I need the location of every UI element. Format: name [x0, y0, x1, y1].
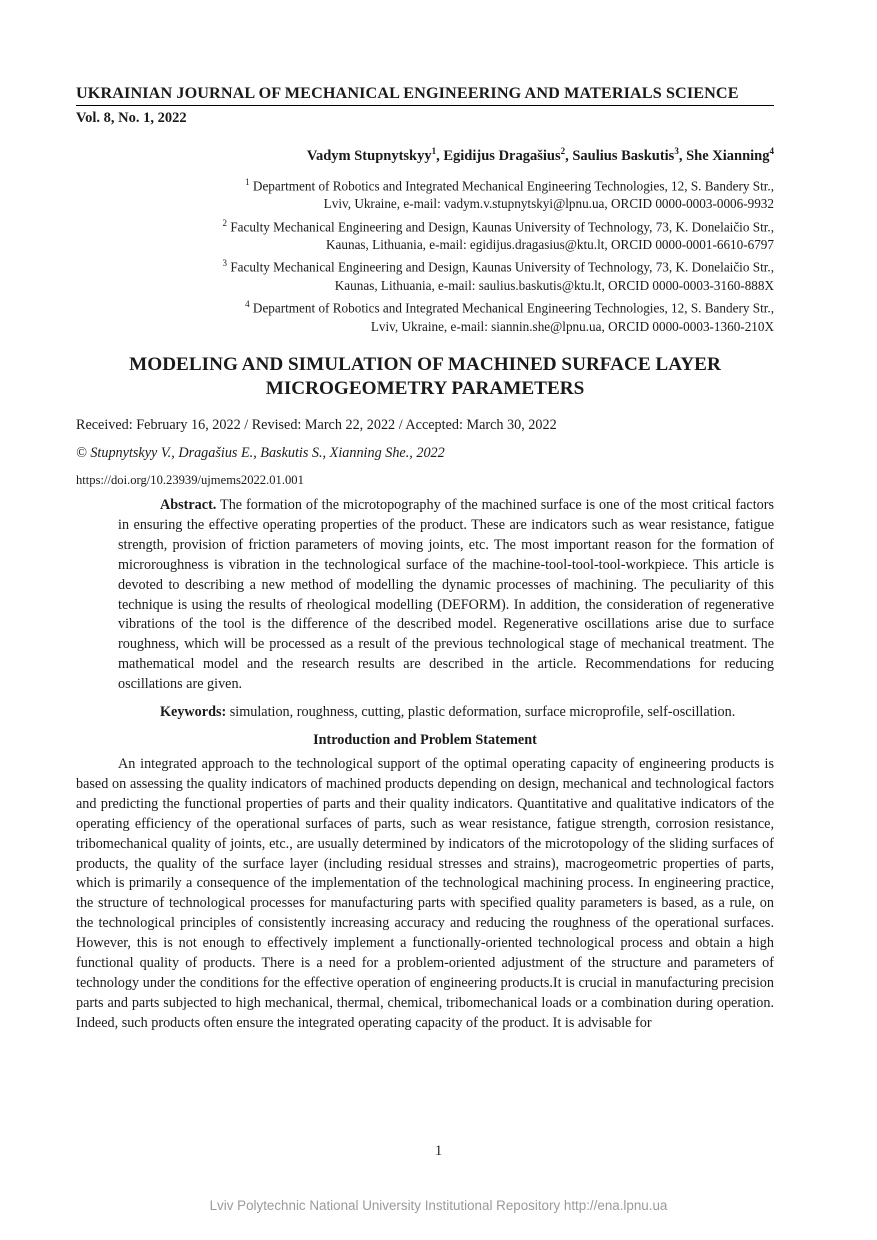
author-name: Saulius Baskutis: [572, 147, 675, 164]
affiliation-line: [76, 295, 774, 318]
author-affiliation-mark: 2: [560, 146, 566, 156]
affiliation-text: Department of Robotics and Integrated Mechanical Engineering Technologies, 12, S. Bandery Str.,: [252, 178, 774, 194]
author-name: She Xianning: [686, 147, 770, 164]
author-list: [76, 146, 774, 165]
body-paragraph: An integrated approach to the technological support of the optimal operating capacity of engineering products is based on assessing the quality indicators of machined products depending on design, mechanical and technological factors and predicting the functional properties of parts and their quality indicators. Quantitative and qualitative indicators of the operating efficiency of the operational surfaces of parts, such as wear resistance, fatigue strength, corrosion resistance, tribomechanical quality of joints, etc., are usually determined by indicators of the microtopology of the sliding surfaces of products, the quality of the surface layer (including residual stresses and strains), macrogeometric properties of parts, which is primarily a consequence of the implementation of the technological machining process. In engineering practice, the structure of technological processes for manufacturing parts with specified quality parameters is based, as a rule, on the technological principles of consistently increasing accuracy and reducing the roughness of the operational surfaces. However, this is not enough to effectively implement a functionally-oriented technological process and obtain a high functional quality of products. There is a need for a problem-oriented adjustment of the structure and parameters of technology under the conditions for the effective operation of engineering products.It is crucial in manufacturing precision parts and parts subjected to high mechanical, thermal, chemical, tribomechanical loads or a combination during operation. Indeed, such products often ensure the integrated operating capacity of the product. It is advisable for: [76, 755, 774, 1031]
author-affiliation-mark: 1: [431, 146, 437, 156]
author-separator: ,: [565, 147, 573, 164]
affiliation-mark: 4: [245, 299, 250, 310]
abstract: [118, 496, 774, 695]
publication-dates: Received: February 16, 2022 / Revised: March 22, 2022 / Accepted: March 30, 2022: [76, 417, 557, 434]
affiliation-mark: 1: [245, 176, 250, 187]
affiliation-mark: 3: [222, 258, 228, 269]
author-affiliation-mark: 4: [769, 146, 774, 156]
affiliation-line: Kaunas, Lithuania, e-mail: egidijus.dragasius@ktu.lt, ORCID 0000-0001-6610-6797: [326, 237, 774, 253]
page-number: 1: [434, 1143, 443, 1159]
affiliation-text: Faculty Mechanical Engineering and Design, Kaunas University of Technology, 73, K. Donelaičio Str.,: [230, 259, 774, 275]
affiliation-line: Kaunas, Lithuania, e-mail: saulius.baskutis@ktu.lt, ORCID 0000-0003-3160-888X: [334, 278, 774, 294]
affiliation-text: Department of Robotics and Integrated Mechanical Engineering Technologies, 12, S. Bandery Str.,: [252, 300, 774, 316]
affiliation-list: [76, 173, 774, 336]
affiliation-line: [76, 214, 774, 237]
affiliation-line: Lviv, Ukraine, e-mail: siannin.she@lpnu.ua, ORCID 0000-0003-1360-210X: [370, 318, 774, 334]
keywords-label: Keywords:: [160, 704, 227, 721]
doi-link[interactable]: https://doi.org/10.23939/ujmems2022.01.001: [76, 473, 304, 488]
article-page: [76, 84, 774, 1034]
journal-volume: Vol. 8, No. 1, 2022: [76, 110, 187, 126]
article-title-line: MODELING AND SIMULATION OF MACHINED SURFACE LAYER: [129, 354, 721, 376]
affiliation-line: [76, 173, 774, 196]
section-heading: Introduction and Problem Statement: [313, 731, 537, 748]
affiliation-line: [76, 254, 774, 277]
keywords: [118, 703, 774, 723]
affiliation-line: Lviv, Ukraine, e-mail: vadym.v.stupnytskyi@lpnu.ua, ORCID 0000-0003-0006-9932: [323, 196, 774, 212]
article-title-line: MICROGEOMETRY PARAMETERS: [265, 378, 585, 400]
abstract-label: Abstract.: [160, 497, 217, 514]
abstract-text: The formation of the microtopography of the machined surface is one of the most critical factors in ensuring the effective operating properties of the product. These are indicators such as wear resistance, fatigue strength, provision of friction parameters of moving joints, etc. The most important reason for the formation of microroughness is vibration in the technological surface of the machine-tool-tool-tool-workpiece. This article is devoted to describing a new method of modelling the dynamic processes of machining. The peculiarity of this technique is using the results of rheological modelling (DEFORM). In addition, the consideration of regenerative vibrations of the tool is the difference of the described model. Regenerative oscillations arise due to surface roughness, which will be processed as a result of the previous technological stage of mechanical treatment. The mathematical model and the research results are described in the article. Recommendations for reducing oscillations are given.: [118, 497, 774, 693]
repository-footer: Lviv Polytechnic National University Institutional Repository http://ena.lpnu.ua: [209, 1198, 668, 1213]
author-name: Egidijus Dragašius: [443, 147, 561, 164]
author-affiliation-mark: 3: [674, 146, 679, 156]
keywords-text: simulation, roughness, cutting, plastic deformation, surface microprofile, self-oscillation.: [226, 704, 736, 721]
journal-title: UKRAINIAN JOURNAL OF MECHANICAL ENGINEERING AND MATERIALS SCIENCE: [76, 84, 774, 106]
article-title: [76, 353, 774, 401]
copyright-notice: © Stupnytskyy V., Dragašius E., Baskutis S., Xianning She., 2022: [76, 445, 445, 462]
affiliation-text: Faculty Mechanical Engineering and Design, Kaunas University of Technology, 73, K. Donelaičio Str.,: [230, 219, 774, 235]
author-name: Vadym Stupnytskyy: [306, 147, 432, 164]
author-separator: ,: [678, 147, 687, 164]
affiliation-mark: 2: [222, 217, 228, 228]
author-separator: ,: [436, 147, 444, 164]
